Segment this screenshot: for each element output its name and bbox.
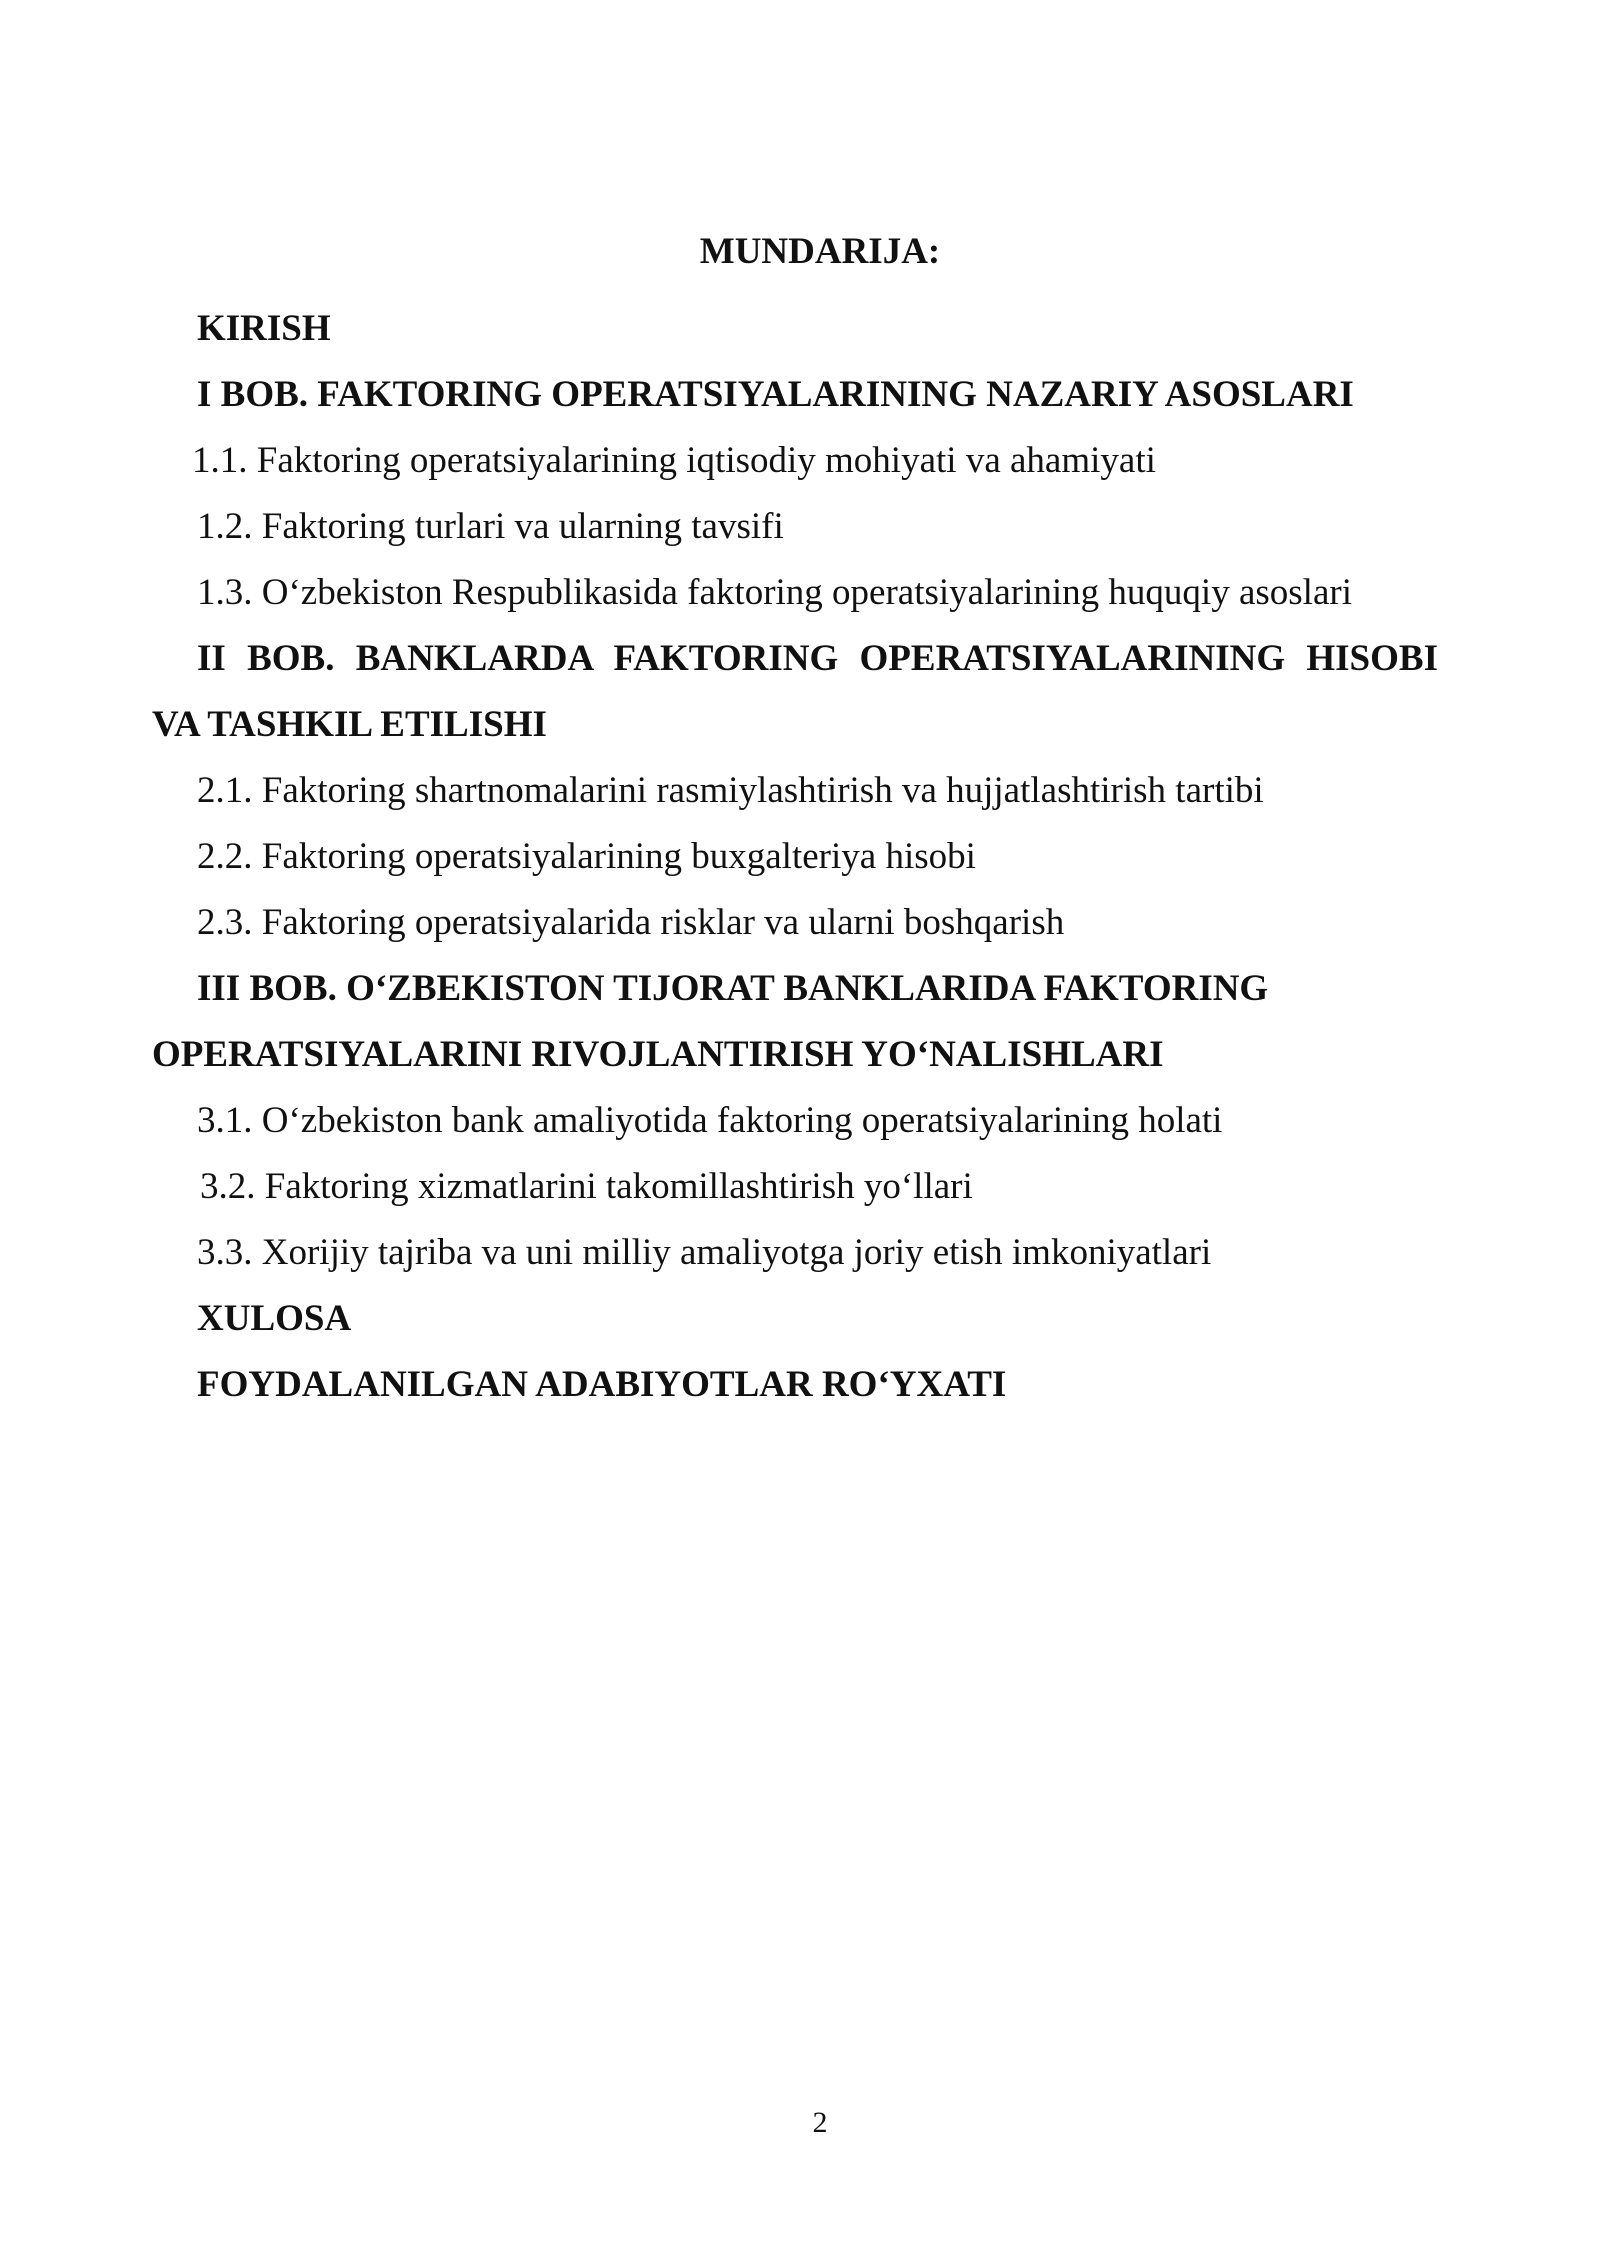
page-number: 2 xyxy=(812,2106,828,2139)
toc-section-3-2: 3.2. Faktoring xizmatlarini takomillashtirish yo‘llari xyxy=(200,1166,973,1207)
toc-item-conclusion: XULOSA xyxy=(197,1298,352,1339)
toc-section-3-3: 3.3. Xorijiy tajriba va uni milliy amaliyotga joriy etish imkoniyatlari xyxy=(197,1232,1212,1273)
toc-section-2-3: 2.3. Faktoring operatsiyalarida risklar va ularni boshqarish xyxy=(197,902,1065,943)
toc-chapter-3: III BOB. O‘ZBEKISTON TIJORAT BANKLARIDA FAKTORING xyxy=(197,968,1269,1009)
toc-item-introduction: KIRISH xyxy=(197,308,331,349)
toc-chapter-2-continued: VA TASHKIL ETILISHI xyxy=(152,704,547,745)
toc-section-1-3: 1.3. O‘zbekiston Respublikasida faktoring operatsiyalarining huquqiy asoslari xyxy=(197,572,1352,613)
toc-title: MUNDARIJA: xyxy=(699,231,941,272)
toc-item-references: FOYDALANILGAN ADABIYOTLAR RO‘YXATI xyxy=(197,1364,1007,1405)
toc-chapter-3-continued: OPERATSIYALARINI RIVOJLANTIRISH YO‘NALISHLARI xyxy=(152,1034,1164,1075)
toc-section-3-1: 3.1. O‘zbekiston bank amaliyotida faktoring operatsiyalarining holati xyxy=(197,1100,1223,1141)
toc-chapter-1: I BOB. FAKTORING OPERATSIYALARINING NAZARIY ASOSLARI xyxy=(197,374,1354,415)
table-of-contents xyxy=(152,296,1452,1418)
toc-section-2-1: 2.1. Faktoring shartnomalarini rasmiylashtirish va hujjatlashtirish tartibi xyxy=(197,770,1264,811)
toc-section-1-2: 1.2. Faktoring turlari va ularning tavsifi xyxy=(197,506,784,547)
toc-chapter-2: II BOB. BANKLARDA FAKTORING OPERATSIYALARINING HISOBI xyxy=(197,638,1438,679)
toc-section-2-2: 2.2. Faktoring operatsiyalarining buxgalteriya hisobi xyxy=(197,836,976,877)
toc-section-1-1: 1.1. Faktoring operatsiyalarining iqtisodiy mohiyati va ahamiyati xyxy=(192,440,1156,481)
